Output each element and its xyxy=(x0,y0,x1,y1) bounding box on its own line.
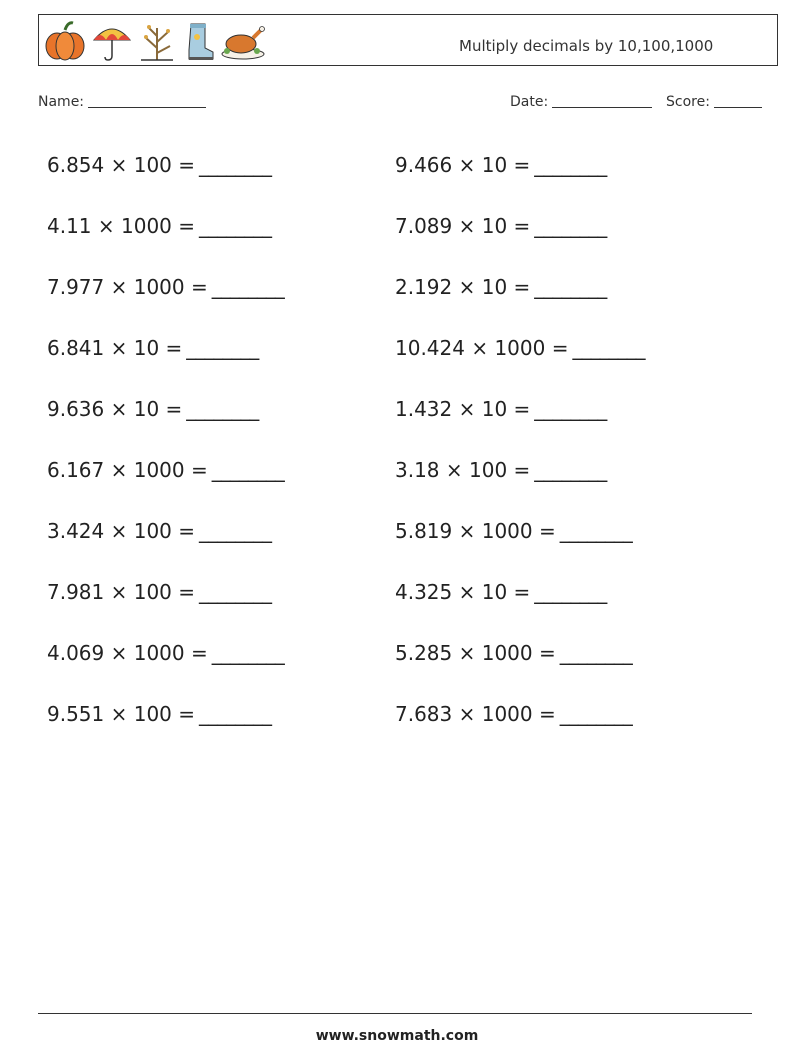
problem-expression: 6.854 × 100 = xyxy=(47,153,196,177)
answer-blank[interactable]: ________ xyxy=(559,702,632,726)
name-label: Name: xyxy=(38,94,85,110)
umbrella-icon xyxy=(91,20,133,62)
answer-blank[interactable]: ________ xyxy=(211,458,284,482)
answer-blank[interactable]: ________ xyxy=(559,519,632,543)
answer-blank[interactable]: ________ xyxy=(534,458,607,482)
answer-blank[interactable]: ________ xyxy=(186,397,259,421)
problem-expression: 7.089 × 10 = xyxy=(395,214,531,238)
problem-expression: 5.819 × 1000 = xyxy=(395,519,556,543)
answer-blank[interactable]: ________ xyxy=(199,702,272,726)
date-line[interactable] xyxy=(552,93,652,108)
problem-item xyxy=(47,572,395,633)
problem-expression: 9.551 × 100 = xyxy=(47,702,196,726)
problem-item xyxy=(47,694,395,755)
answer-blank[interactable]: ________ xyxy=(559,641,632,665)
problem-item xyxy=(47,633,395,694)
problem-grid xyxy=(47,145,747,755)
problem-item xyxy=(395,633,747,694)
problem-expression: 4.325 × 10 = xyxy=(395,580,531,604)
problem-item xyxy=(47,267,395,328)
problem-expression: 7.977 × 1000 = xyxy=(47,275,208,299)
answer-blank[interactable]: ________ xyxy=(199,214,272,238)
answer-blank[interactable]: ________ xyxy=(534,214,607,238)
problem-item xyxy=(47,206,395,267)
date-field[interactable] xyxy=(510,93,652,110)
problem-expression: 9.636 × 10 = xyxy=(47,397,183,421)
answer-blank[interactable]: ________ xyxy=(572,336,645,360)
date-label: Date: xyxy=(510,94,549,110)
branch-icon xyxy=(137,20,177,62)
problem-expression: 7.981 × 100 = xyxy=(47,580,196,604)
answer-blank[interactable]: ________ xyxy=(534,580,607,604)
footer-divider xyxy=(38,1013,752,1014)
header-icons xyxy=(43,18,267,64)
problem-item xyxy=(395,450,747,511)
answer-blank[interactable]: ________ xyxy=(199,153,272,177)
answer-blank[interactable]: ________ xyxy=(199,580,272,604)
footer-url[interactable]: www.snowmath.com xyxy=(315,1028,479,1044)
problem-expression: 3.18 × 100 = xyxy=(395,458,531,482)
problem-item xyxy=(47,511,395,572)
score-line[interactable] xyxy=(714,93,762,108)
problem-item xyxy=(47,328,395,389)
score-label: Score: xyxy=(666,94,710,110)
worksheet-title: Multiply decimals by 10,100,1000 xyxy=(459,37,714,55)
pumpkin-icon xyxy=(43,20,87,62)
answer-blank[interactable]: ________ xyxy=(186,336,259,360)
problem-item xyxy=(395,267,747,328)
problem-item xyxy=(395,206,747,267)
problem-item xyxy=(395,328,747,389)
problem-expression: 6.167 × 1000 = xyxy=(47,458,208,482)
problem-expression: 2.192 × 10 = xyxy=(395,275,531,299)
worksheet-header xyxy=(38,14,778,66)
problem-item xyxy=(395,694,747,755)
score-field[interactable] xyxy=(666,93,762,110)
problem-expression: 5.285 × 1000 = xyxy=(395,641,556,665)
name-line[interactable] xyxy=(88,93,206,108)
answer-blank[interactable]: ________ xyxy=(211,275,284,299)
problem-expression: 9.466 × 10 = xyxy=(395,153,531,177)
answer-blank[interactable]: ________ xyxy=(199,519,272,543)
roast-turkey-icon xyxy=(219,20,267,62)
problem-expression: 7.683 × 1000 = xyxy=(395,702,556,726)
problem-expression: 6.841 × 10 = xyxy=(47,336,183,360)
answer-blank[interactable]: ________ xyxy=(534,275,607,299)
problem-expression: 10.424 × 1000 = xyxy=(395,336,569,360)
problem-item xyxy=(47,145,395,206)
problem-expression: 4.11 × 1000 = xyxy=(47,214,196,238)
problem-item xyxy=(47,450,395,511)
name-field[interactable] xyxy=(38,93,206,110)
answer-blank[interactable]: ________ xyxy=(534,397,607,421)
problem-expression: 3.424 × 100 = xyxy=(47,519,196,543)
problem-item xyxy=(395,511,747,572)
answer-blank[interactable]: ________ xyxy=(534,153,607,177)
problem-item xyxy=(47,389,395,450)
problem-item xyxy=(395,572,747,633)
problem-item xyxy=(395,145,747,206)
problem-item xyxy=(395,389,747,450)
rain-boot-icon xyxy=(181,20,215,62)
problem-expression: 4.069 × 1000 = xyxy=(47,641,208,665)
problem-expression: 1.432 × 10 = xyxy=(395,397,531,421)
answer-blank[interactable]: ________ xyxy=(211,641,284,665)
